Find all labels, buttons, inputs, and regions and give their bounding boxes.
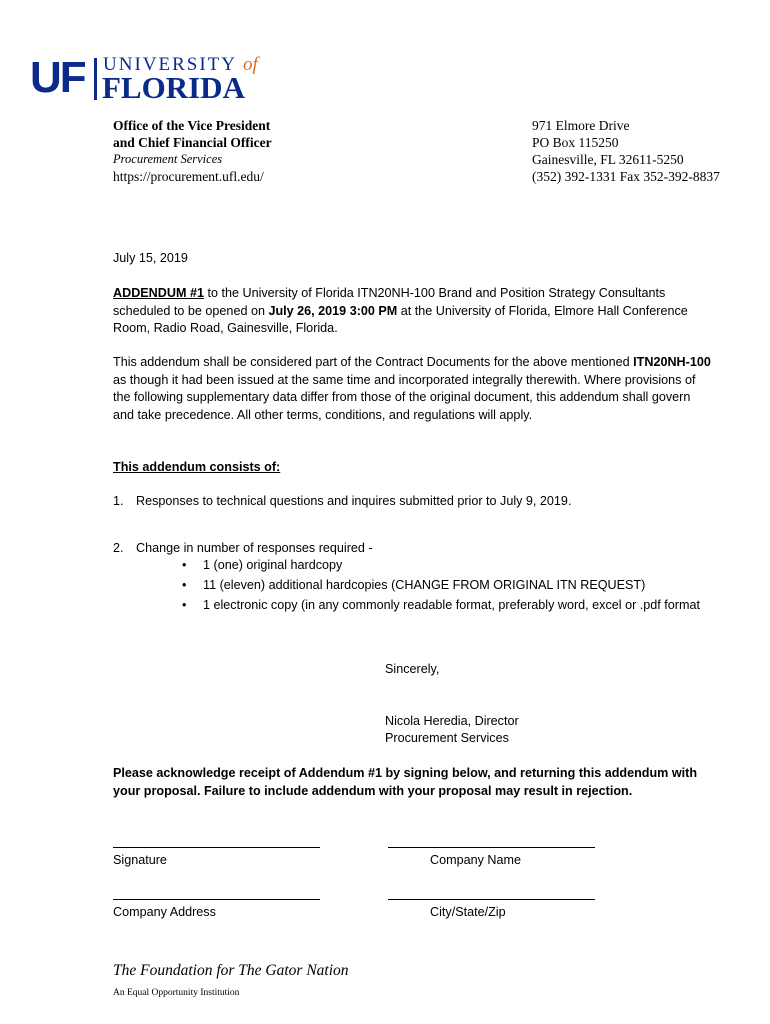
company-address-line[interactable] [113, 899, 320, 900]
office-line1: Office of the Vice President [113, 118, 271, 133]
opening-date: July 26, 2019 3:00 PM [268, 303, 398, 318]
item-number: 2. [113, 541, 124, 555]
uf-logo [30, 52, 270, 104]
company-name-line[interactable] [388, 847, 595, 848]
bullet-text: 1 (one) original hardcopy [203, 558, 343, 572]
office-department: Procurement Services [113, 152, 223, 166]
signature-label: Signature [113, 853, 167, 867]
office-url[interactable]: https://procurement.ufl.edu/ [113, 169, 264, 184]
office-info [113, 117, 433, 185]
signer-name: Nicola Heredia, Director [385, 714, 519, 728]
bullet-text: 1 electronic copy (in any commonly readable format, preferably word, excel or .pdf format [203, 598, 700, 612]
footer-tagline: The Foundation for The Gator Nation [113, 962, 349, 979]
bullet-icon: • [182, 558, 187, 572]
item-number: 1. [113, 494, 124, 508]
company-address-label: Company Address [113, 905, 216, 919]
contract-paragraph: This addendum shall be considered part of the Contract Documents for the above mentioned ITN20NH-100 as though it had been issued at the same time and incorporated integrally therewith. Where provisions of the following supplementary data differ from those of the original document, this addendum shall govern and take precedence. All other terms, conditions, and regulations will apply. [113, 355, 711, 422]
itn-number: ITN20NH-100 [633, 355, 711, 369]
address-phone-fax: (352) 392-1331 Fax 352-392-8837 [532, 169, 720, 184]
bullet-text: 11 (eleven) additional hardcopies (CHANGE FROM ORIGINAL ITN REQUEST) [203, 578, 646, 592]
bullet-icon: • [182, 598, 187, 612]
item-text: Change in number of responses required - [136, 541, 373, 555]
consists-heading: This addendum consists of: [113, 460, 281, 474]
footer-eoi: An Equal Opportunity Institution [113, 988, 240, 998]
closing-sincerely: Sincerely, [385, 662, 440, 676]
address-city: Gainesville, FL 32611-5250 [532, 152, 684, 167]
office-line2: and Chief Financial Officer [113, 135, 272, 150]
signer-department: Procurement Services [385, 731, 509, 745]
addendum-title: ADDENDUM #1 [113, 286, 204, 300]
addendum-paragraph: ADDENDUM #1 to the University of Florida ITN20NH-100 Brand and Position Strategy Consultants scheduled to be opened on July 26, 2019 3:00 PM at the University of Florida, Elmore Hall Conference Room, Radio Road, Gainesville, Florida. [113, 286, 688, 335]
logo-uf-mark: UF [30, 53, 85, 102]
address-street: 971 Elmore Drive [532, 118, 630, 133]
city-state-zip-line[interactable] [388, 899, 595, 900]
company-name-label: Company Name [430, 853, 521, 867]
letter-date: July 15, 2019 [113, 251, 188, 265]
signature-line[interactable] [113, 847, 320, 848]
logo-divider [94, 58, 97, 100]
logo-university-text: UNIVERSITY of [103, 54, 258, 75]
logo-florida-text: FLORIDA [102, 70, 245, 105]
city-state-zip-label: City/State/Zip [430, 905, 506, 919]
bullet-icon: • [182, 578, 187, 592]
item-text: Responses to technical questions and inquires submitted prior to July 9, 2019. [136, 494, 572, 508]
office-address [532, 117, 762, 185]
acknowledge-instructions: Please acknowledge receipt of Addendum #1 by signing below, and returning this addendum with your proposal. Failure to include addendum with your proposal may result in rejection. [113, 766, 698, 798]
address-po-box: PO Box 115250 [532, 135, 619, 150]
